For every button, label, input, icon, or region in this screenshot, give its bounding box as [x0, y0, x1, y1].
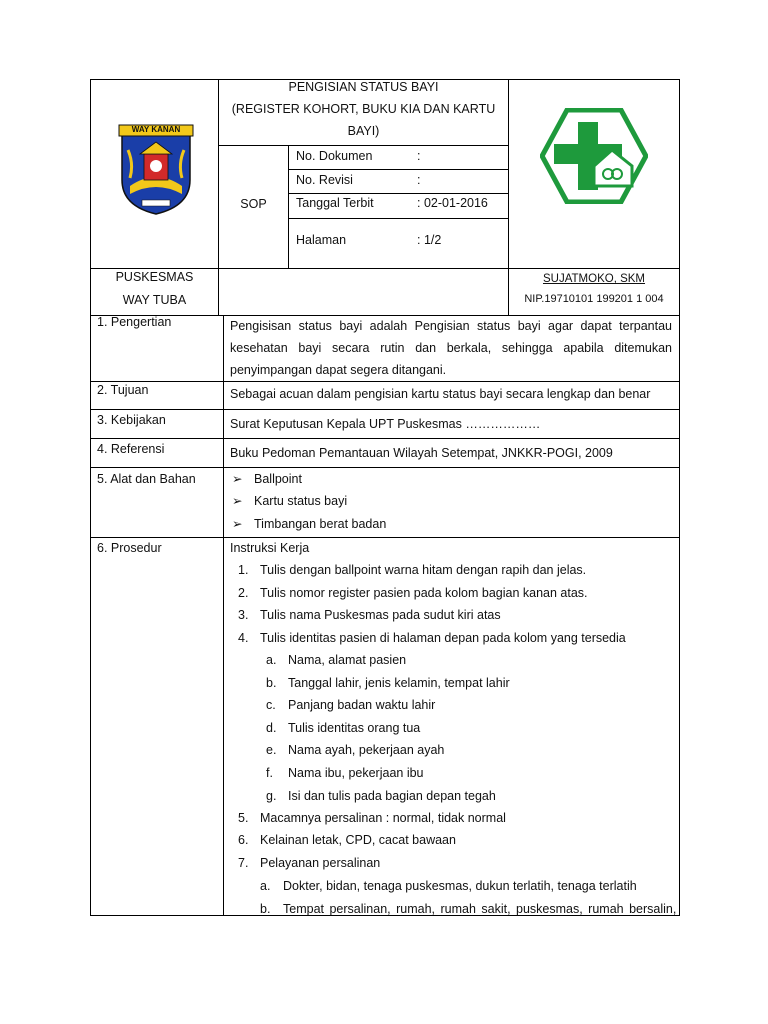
- list-item-ballpoint: Ballpoint: [254, 472, 302, 486]
- step-text: Tulis nama Puskesmas pada sudut kiri atas: [260, 608, 501, 622]
- way-kanan-logo: [118, 124, 194, 216]
- substep-number: c.: [266, 698, 276, 712]
- meta-value-tanggal-terbit: : 02-01-2016: [417, 196, 488, 210]
- table-border-left: [90, 79, 91, 916]
- section-label-pengertian: 1. Pengertian: [97, 315, 172, 329]
- logo-row-bottom: [90, 268, 680, 269]
- document-title-line-2: (REGISTER KOHORT, BUKU KIA DAN KARTU: [231, 102, 496, 116]
- prosedur-heading: Instruksi Kerja: [230, 541, 310, 555]
- step-text: Macamnya persalinan : normal, tidak normal: [260, 811, 506, 825]
- meta-line-2: [288, 193, 509, 194]
- substep-number: b.: [266, 676, 277, 690]
- meta-line-1: [288, 169, 509, 170]
- step-text: Kelainan letak, CPD, cacat bawaan: [260, 833, 456, 847]
- substep-text: Isi dan tulis pada bagian depan tegah: [288, 789, 496, 803]
- substep-number: f.: [266, 766, 273, 780]
- row-line-3: [90, 438, 680, 439]
- step-number: 6.: [238, 833, 249, 847]
- meta-label-tanggal-terbit: Tanggal Terbit: [296, 196, 374, 210]
- section-label-tujuan: 2. Tujuan: [97, 383, 149, 397]
- bullet-arrow-icon: ➢: [232, 472, 243, 486]
- step-number: 5.: [238, 811, 249, 825]
- document-title-line-3: BAYI): [347, 124, 380, 138]
- puskesmas-logo: [540, 108, 648, 204]
- section-text-tujuan: Sebagai acuan dalam pengisian kartu status bayi secara lengkap dan benar: [230, 387, 651, 401]
- substep-number: e.: [266, 743, 277, 757]
- substep-text: Nama ibu, pekerjaan ibu: [288, 766, 424, 780]
- substep-number: b.: [260, 902, 271, 916]
- substep-text: Tempat persalinan, rumah, rumah sakit, puskesmas, rumah bersalin,: [283, 902, 677, 916]
- row-line-5: [90, 537, 680, 538]
- step-number: 7.: [238, 856, 249, 870]
- substep-text: Dokter, bidan, tenaga puskesmas, dukun terlatih, tenaga terlatih: [283, 879, 637, 893]
- meta-value-no-revisi: :: [417, 173, 421, 187]
- document-title-line-1: PENGISIAN STATUS BAYI: [288, 80, 439, 94]
- section-label-referensi: 4. Referensi: [97, 442, 165, 456]
- section-text-kebijakan: Surat Keputusan Kepala UPT Puskesmas ………………: [230, 417, 541, 431]
- meta-label-no-revisi: No. Revisi: [296, 173, 353, 187]
- signer-nip: NIP.19710101 199201 1 004: [524, 293, 664, 305]
- org-name-line-1: PUSKESMAS: [115, 270, 194, 284]
- substep-text: Nama, alamat pasien: [288, 653, 407, 667]
- bullet-arrow-icon: ➢: [232, 517, 243, 531]
- substep-text: Tulis identitas orang tua: [288, 721, 421, 735]
- step-text: Tulis identitas pasien di halaman depan pada kolom yang tersedia: [260, 631, 626, 645]
- step-text: Pelayanan persalinan: [260, 856, 381, 870]
- row-line-4: [90, 467, 680, 468]
- step-number: 3.: [238, 608, 249, 622]
- body-column-divider: [223, 315, 224, 916]
- row-line-2: [90, 409, 680, 410]
- meta-label-no-dokumen: No. Dokumen: [296, 149, 373, 163]
- bullet-arrow-icon: ➢: [232, 494, 243, 508]
- step-text: Tulis nomor register pasien pada kolom bagian kanan atas.: [260, 586, 588, 600]
- section-text-referensi: Buku Pedoman Pemantauan Wilayah Setempat, JNKKR-POGI, 2009: [230, 446, 613, 460]
- substep-number: d.: [266, 721, 277, 735]
- meta-label-halaman: Halaman: [296, 233, 347, 247]
- section-label-kebijakan: 3. Kebijakan: [97, 413, 166, 427]
- step-number: 1.: [238, 563, 249, 577]
- substep-text: Nama ayah, pekerjaan ayah: [288, 743, 445, 757]
- section-text-pengertian: Pengisisan status bayi adalah Pengisian status bayi agar dapat terpantau kesehatan bayi secara rutin dan berkala, sehingga apabila ditemukan penyimpangan dapat segera ditangani.: [230, 319, 672, 377]
- row-line-1: [90, 381, 680, 382]
- section-label-alat-bahan: 5. Alat dan Bahan: [97, 472, 196, 486]
- substep-text: Tanggal lahir, jenis kelamin, tempat lahir: [288, 676, 510, 690]
- title-bottom-line: [218, 145, 509, 146]
- table-border-right: [679, 79, 680, 916]
- substep-number: a.: [266, 653, 277, 667]
- step-number: 4.: [238, 631, 249, 645]
- meta-value-halaman: : 1/2: [417, 233, 442, 247]
- substep-number: a.: [260, 879, 271, 893]
- section-label-prosedur: 6. Prosedur: [97, 541, 162, 555]
- substep-number: g.: [266, 789, 277, 803]
- meta-line-3: [288, 218, 509, 219]
- substep-text: Panjang badan waktu lahir: [288, 698, 436, 712]
- list-item-kartu-status: Kartu status bayi: [254, 494, 348, 508]
- sop-label: SOP: [240, 197, 267, 211]
- list-item-timbangan: Timbangan berat badan: [254, 517, 387, 531]
- org-name-line-2: WAY TUBA: [122, 293, 187, 307]
- meta-value-no-dokumen: :: [417, 149, 421, 163]
- step-text: Tulis dengan ballpoint warna hitam dengan rapih dan jelas.: [260, 563, 587, 577]
- signer-name: SUJATMOKO, SKM: [542, 273, 646, 285]
- header-divider-sop: [288, 145, 289, 269]
- way-kanan-logo-text: WAY KANAN: [131, 125, 181, 134]
- step-number: 2.: [238, 586, 249, 600]
